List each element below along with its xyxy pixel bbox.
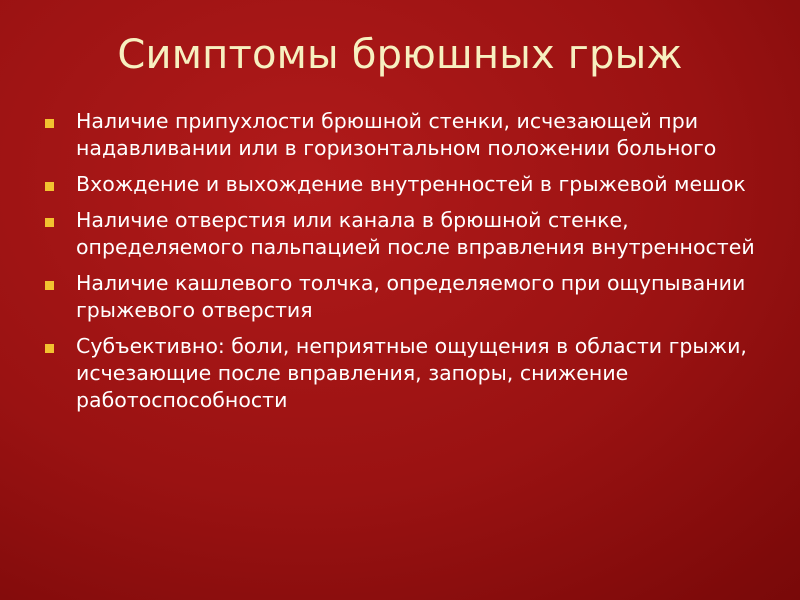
bullet-item — [42, 333, 762, 414]
square-bullet-icon — [45, 182, 54, 191]
bullet-item — [42, 108, 762, 162]
square-bullet-icon — [45, 281, 54, 290]
square-bullet-icon — [45, 344, 54, 353]
bullet-item — [42, 207, 762, 261]
slide-title: Симптомы брюшных грыж — [117, 32, 683, 78]
bullet-text: Наличие отверстия или канала в брюшной стенке, определяемого пальпацией после вправления внутренностей — [76, 208, 755, 259]
bullet-list — [42, 108, 762, 423]
bullet-item — [42, 171, 762, 198]
square-bullet-icon — [45, 119, 54, 128]
bullet-item — [42, 270, 762, 324]
bullet-text: Наличие припухлости брюшной стенки, исчезающей при надавливании или в горизонтальном положении больного — [76, 109, 717, 160]
bullet-text: Наличие кашлевого толчка, определяемого при ощупывании грыжевого отверстия — [76, 271, 746, 322]
bullet-text: Субъективно: боли, неприятные ощущения в области грыжи, исчезающие после вправления, запоры, снижение работоспособности — [76, 334, 747, 412]
bullet-text: Вхождение и выхождение внутренностей в грыжевой мешок — [76, 172, 746, 196]
square-bullet-icon — [45, 218, 54, 227]
